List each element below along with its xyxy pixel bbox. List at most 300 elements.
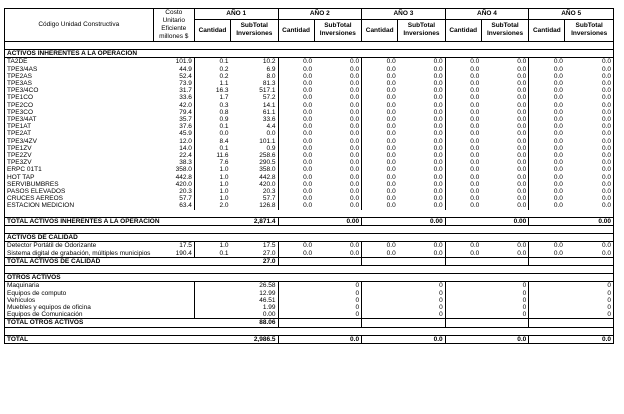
empty-cell — [398, 226, 445, 234]
cantidad-value: 0.0 — [362, 174, 398, 181]
subtotal-value: 0 — [398, 304, 445, 311]
y1-cantidad — [194, 304, 230, 311]
cantidad-value — [278, 297, 314, 304]
y1-cantidad: 11.6 — [194, 152, 230, 159]
empty-cell — [314, 42, 361, 50]
empty-cell — [529, 257, 565, 265]
cantidad-value: 0.0 — [529, 188, 565, 195]
row-costo: 79.4 — [153, 109, 194, 116]
cantidad-value: 0.0 — [278, 188, 314, 195]
empty-cell — [445, 217, 481, 225]
header-year: AÑO 3 — [362, 9, 446, 20]
section-title: ACTIVOS DE CALIDAD — [5, 234, 614, 242]
y1-subtotal: 14.1 — [231, 102, 278, 109]
cantidad-value: 0.0 — [529, 123, 565, 130]
cantidad-value: 0.0 — [362, 166, 398, 173]
cantidad-value: 0.0 — [278, 109, 314, 116]
subtotal-value: 0.0 — [314, 174, 361, 181]
row-code: HOT TAP — [5, 174, 154, 181]
subtotal-value: 0 — [398, 282, 445, 290]
section-title: OTROS ACTIVOS — [5, 274, 614, 282]
spacer-row — [5, 226, 614, 234]
cantidad-value: 0.0 — [445, 145, 481, 152]
cantidad-value — [445, 290, 481, 297]
table-row — [5, 80, 614, 87]
empty-cell — [362, 319, 398, 327]
header-cantidad: Cantidad — [194, 19, 230, 41]
cantidad-value: 0.0 — [529, 159, 565, 166]
y1-cantidad — [194, 282, 230, 290]
subtotal-value: 0 — [565, 282, 614, 290]
empty-cell — [565, 210, 614, 218]
row-code: TPE3ZV — [5, 159, 154, 166]
empty-cell — [153, 327, 194, 335]
y1-cantidad: 0.1 — [194, 123, 230, 130]
subtotal-value: 0 — [314, 290, 361, 297]
y1-subtotal: 27.0 — [231, 250, 278, 258]
cantidad-value: 0.0 — [278, 138, 314, 145]
subtotal-value: 0.0 — [398, 130, 445, 137]
cantidad-value: 0.0 — [529, 174, 565, 181]
subtotal-value: 0.0 — [314, 94, 361, 101]
subtotal-value: 0.0 — [398, 195, 445, 202]
header-year: AÑO 2 — [278, 9, 362, 20]
subtotal-value: 0.0 — [481, 58, 528, 66]
empty-cell — [481, 42, 528, 50]
empty-cell — [398, 42, 445, 50]
cantidad-value: 0.0 — [362, 188, 398, 195]
grand-total-value: 0.0 — [481, 335, 528, 343]
y1-subtotal: 358.0 — [231, 166, 278, 173]
row-code: PASOS ELEVADOS — [5, 188, 154, 195]
table-row — [5, 188, 614, 195]
cantidad-value: 0.0 — [529, 73, 565, 80]
empty-cell — [278, 210, 314, 218]
y1-subtotal: 0.9 — [231, 145, 278, 152]
section-total-value — [565, 257, 614, 265]
y1-subtotal: 17.5 — [231, 242, 278, 250]
cantidad-value: 0.0 — [278, 94, 314, 101]
table-row — [5, 166, 614, 173]
empty-cell — [194, 42, 230, 50]
y1-subtotal: 6.9 — [231, 66, 278, 73]
subtotal-value: 0.0 — [314, 166, 361, 173]
section-total-value — [314, 257, 361, 265]
cantidad-value: 0.0 — [362, 109, 398, 116]
y1-cantidad: 1.0 — [194, 174, 230, 181]
y1-cantidad: 0.8 — [194, 109, 230, 116]
section-total-row — [5, 257, 614, 265]
table-row — [5, 109, 614, 116]
subtotal-value: 0.0 — [398, 66, 445, 73]
subtotal-value: 0 — [314, 304, 361, 311]
table-row — [5, 174, 614, 181]
subtotal-value: 0.0 — [314, 130, 361, 137]
subtotal-value: 0.0 — [565, 188, 614, 195]
cantidad-value — [445, 282, 481, 290]
subtotal-value: 0.0 — [565, 123, 614, 130]
table-row — [5, 297, 614, 304]
empty-cell — [194, 210, 230, 218]
subtotal-value: 0.0 — [481, 250, 528, 258]
empty-cell — [565, 42, 614, 50]
cantidad-value: 0.0 — [529, 145, 565, 152]
row-code: Sistema digital de grabación, múltiples municipios — [5, 250, 154, 258]
subtotal-value: 0.0 — [481, 138, 528, 145]
row-costo: 63.4 — [153, 202, 194, 209]
table-row — [5, 116, 614, 123]
row-costo: 17.5 — [153, 242, 194, 250]
cantidad-value: 0.0 — [278, 166, 314, 173]
y1-subtotal: 61.1 — [231, 109, 278, 116]
subtotal-value: 0.0 — [398, 159, 445, 166]
row-costo: 44.9 — [153, 66, 194, 73]
empty-cell — [362, 42, 398, 50]
subtotal-value: 0 — [314, 311, 361, 319]
subtotal-value: 0.0 — [481, 66, 528, 73]
cantidad-value: 0.0 — [278, 242, 314, 250]
y1-cantidad: 0.0 — [194, 130, 230, 137]
subtotal-value: 0.0 — [314, 87, 361, 94]
cantidad-value: 0.0 — [445, 188, 481, 195]
table-row — [5, 181, 614, 188]
empty-cell — [231, 266, 278, 274]
subtotal-value: 0.0 — [314, 58, 361, 66]
subtotal-value: 0.0 — [398, 109, 445, 116]
table-row — [5, 202, 614, 209]
subtotal-value: 0.0 — [565, 109, 614, 116]
subtotal-value: 0.0 — [565, 116, 614, 123]
row-code: CRUCES AEREOS — [5, 195, 154, 202]
subtotal-value: 0.0 — [565, 174, 614, 181]
header-year: AÑO 4 — [445, 9, 529, 20]
empty-cell — [481, 226, 528, 234]
empty-cell — [231, 327, 278, 335]
subtotal-value: 0.0 — [565, 80, 614, 87]
subtotal-value: 0.0 — [481, 152, 528, 159]
subtotal-value: 0.0 — [481, 102, 528, 109]
section-total-value: 0.00 — [565, 217, 614, 225]
subtotal-value: 0.0 — [481, 80, 528, 87]
section-title-row — [5, 274, 614, 282]
cantidad-value: 0.0 — [362, 66, 398, 73]
cantidad-value: 0.0 — [445, 250, 481, 258]
cantidad-value: 0.0 — [278, 174, 314, 181]
grand-total-value: 0.0 — [398, 335, 445, 343]
cantidad-value: 0.0 — [278, 130, 314, 137]
empty-cell — [314, 210, 361, 218]
cantidad-value — [278, 290, 314, 297]
row-costo: 420.0 — [153, 181, 194, 188]
subtotal-value: 0.0 — [398, 138, 445, 145]
subtotal-value: 0 — [481, 304, 528, 311]
empty-cell — [565, 327, 614, 335]
cantidad-value: 0.0 — [278, 66, 314, 73]
subtotal-value: 0.0 — [314, 73, 361, 80]
empty-cell — [194, 226, 230, 234]
table-row — [5, 94, 614, 101]
cantidad-value — [529, 282, 565, 290]
cantidad-value: 0.0 — [529, 102, 565, 109]
subtotal-value: 0.0 — [314, 250, 361, 258]
section-total-value — [398, 257, 445, 265]
investment-sheet — [4, 8, 614, 344]
subtotal-value: 0 — [565, 290, 614, 297]
grand-total-y1: 2,986.5 — [231, 335, 278, 343]
row-code: Equipos de Comunicación — [5, 311, 154, 319]
subtotal-value: 0.0 — [565, 73, 614, 80]
spacer-row — [5, 42, 614, 50]
cantidad-value: 0.0 — [362, 123, 398, 130]
cantidad-value: 0.0 — [529, 66, 565, 73]
subtotal-value: 0.0 — [398, 145, 445, 152]
empty-cell — [278, 42, 314, 50]
table-row — [5, 242, 614, 250]
empty-cell — [278, 266, 314, 274]
empty-cell — [278, 226, 314, 234]
y1-subtotal: 81.3 — [231, 80, 278, 87]
empty-cell — [445, 210, 481, 218]
subtotal-value: 0.0 — [314, 66, 361, 73]
subtotal-value: 0.0 — [565, 152, 614, 159]
cantidad-value: 0.0 — [529, 130, 565, 137]
subtotal-value: 0.0 — [481, 116, 528, 123]
y1-cantidad: 2.0 — [194, 202, 230, 209]
cantidad-value — [362, 311, 398, 319]
y1-subtotal: 20.3 — [231, 188, 278, 195]
subtotal-value: 0.0 — [314, 116, 361, 123]
header-subtotal: SubTotal Inversiones — [398, 19, 445, 41]
cantidad-value: 0.0 — [362, 202, 398, 209]
cantidad-value: 0.0 — [362, 58, 398, 66]
section-total-value — [565, 319, 614, 327]
cantidad-value — [445, 311, 481, 319]
cantidad-value: 0.0 — [278, 145, 314, 152]
subtotal-value: 0.0 — [565, 195, 614, 202]
cantidad-value: 0.0 — [445, 202, 481, 209]
subtotal-value: 0.0 — [398, 166, 445, 173]
y1-cantidad: 7.6 — [194, 159, 230, 166]
header-subtotal: SubTotal Inversiones — [231, 19, 278, 41]
cantidad-value — [278, 311, 314, 319]
empty-cell — [314, 266, 361, 274]
cantidad-value — [445, 297, 481, 304]
empty-cell — [445, 335, 481, 343]
row-code: TPE1CO — [5, 94, 154, 101]
grand-total-label: TOTAL — [5, 335, 231, 343]
y1-cantidad: 1.0 — [194, 188, 230, 195]
subtotal-value: 0.0 — [398, 181, 445, 188]
empty-cell — [153, 210, 194, 218]
row-costo: 442.8 — [153, 174, 194, 181]
subtotal-value: 0 — [481, 290, 528, 297]
row-code: ESTACIÓN MEDICIÓN — [5, 202, 154, 209]
subtotal-value: 0.0 — [565, 166, 614, 173]
section-total-value: 0.00 — [398, 217, 445, 225]
cantidad-value: 0.0 — [529, 166, 565, 173]
subtotal-value: 0.0 — [565, 250, 614, 258]
subtotal-value: 0.0 — [398, 116, 445, 123]
subtotal-value: 0.0 — [481, 242, 528, 250]
cantidad-value: 0.0 — [529, 181, 565, 188]
cantidad-value: 0.0 — [362, 87, 398, 94]
table-row — [5, 102, 614, 109]
empty-cell — [194, 327, 230, 335]
empty-cell — [278, 217, 314, 225]
y1-subtotal: 126.8 — [231, 202, 278, 209]
table-row — [5, 311, 614, 319]
section-total-value: 0.00 — [481, 217, 528, 225]
empty-cell — [231, 210, 278, 218]
subtotal-value: 0 — [565, 297, 614, 304]
cantidad-value: 0.0 — [362, 242, 398, 250]
row-costo — [153, 282, 194, 290]
grand-total-value: 0.0 — [565, 335, 614, 343]
cantidad-value: 0.0 — [445, 181, 481, 188]
row-code: TPE3/4AT — [5, 116, 154, 123]
empty-cell — [445, 319, 481, 327]
subtotal-value: 0.0 — [314, 109, 361, 116]
subtotal-value: 0.0 — [565, 138, 614, 145]
y1-subtotal: 8.0 — [231, 73, 278, 80]
subtotal-value: 0.0 — [314, 181, 361, 188]
row-code: TPE2AT — [5, 130, 154, 137]
subtotal-value: 0.0 — [314, 102, 361, 109]
subtotal-value: 0.0 — [565, 159, 614, 166]
cantidad-value — [529, 311, 565, 319]
row-code: TPE2CO — [5, 102, 154, 109]
subtotal-value: 0.0 — [314, 152, 361, 159]
table-row — [5, 282, 614, 290]
subtotal-value: 0 — [314, 297, 361, 304]
subtotal-value: 0.0 — [398, 152, 445, 159]
empty-cell — [445, 266, 481, 274]
y1-cantidad: 1.0 — [194, 181, 230, 188]
cantidad-value: 0.0 — [278, 80, 314, 87]
cantidad-value: 0.0 — [362, 94, 398, 101]
cantidad-value: 0.0 — [278, 116, 314, 123]
cantidad-value: 0.0 — [529, 80, 565, 87]
subtotal-value: 0.0 — [481, 181, 528, 188]
cantidad-value: 0.0 — [529, 202, 565, 209]
subtotal-value: 0.0 — [314, 138, 361, 145]
table-row — [5, 73, 614, 80]
y1-subtotal: 1.99 — [231, 304, 278, 311]
table-row — [5, 195, 614, 202]
cantidad-value: 0.0 — [278, 123, 314, 130]
cantidad-value: 0.0 — [362, 250, 398, 258]
subtotal-value: 0 — [481, 282, 528, 290]
subtotal-value: 0 — [565, 304, 614, 311]
y1-subtotal: 420.0 — [231, 181, 278, 188]
cantidad-value — [362, 304, 398, 311]
header-costo: Costo Unitario Eficiente millones $ — [153, 9, 194, 42]
y1-cantidad: 8.4 — [194, 138, 230, 145]
y1-subtotal: 517.1 — [231, 87, 278, 94]
cantidad-value: 0.0 — [278, 87, 314, 94]
subtotal-value: 0.0 — [314, 159, 361, 166]
empty-cell — [362, 210, 398, 218]
section-total-value — [481, 319, 528, 327]
grand-total-row — [5, 335, 614, 343]
cantidad-value: 0.0 — [445, 58, 481, 66]
row-costo: 20.3 — [153, 188, 194, 195]
row-code: Vehículos — [5, 297, 154, 304]
subtotal-value: 0.0 — [314, 145, 361, 152]
cantidad-value: 0.0 — [278, 102, 314, 109]
subtotal-value: 0.0 — [481, 87, 528, 94]
cantidad-value: 0.0 — [362, 159, 398, 166]
y1-cantidad: 1.0 — [194, 166, 230, 173]
cantidad-value: 0.0 — [445, 174, 481, 181]
y1-subtotal: 26.58 — [231, 282, 278, 290]
cantidad-value: 0.0 — [362, 181, 398, 188]
cantidad-value: 0.0 — [278, 195, 314, 202]
table-row — [5, 87, 614, 94]
empty-cell — [362, 217, 398, 225]
cantidad-value — [445, 304, 481, 311]
cantidad-value — [278, 304, 314, 311]
row-code: Muebles y equipos de oficina — [5, 304, 154, 311]
table-row — [5, 130, 614, 137]
row-code: TPE3CO — [5, 109, 154, 116]
empty-cell — [153, 226, 194, 234]
cantidad-value: 0.0 — [362, 130, 398, 137]
row-code: Detector Portátil de Odorizante — [5, 242, 154, 250]
row-costo: 14.0 — [153, 145, 194, 152]
row-code: TPE3AS — [5, 80, 154, 87]
header-cantidad: Cantidad — [445, 19, 481, 41]
empty-cell — [445, 226, 481, 234]
section-total-value — [398, 319, 445, 327]
section-title-row — [5, 50, 614, 58]
table-row — [5, 290, 614, 297]
subtotal-value: 0.0 — [481, 130, 528, 137]
subtotal-value: 0.0 — [314, 195, 361, 202]
subtotal-value: 0.0 — [398, 250, 445, 258]
table-row — [5, 152, 614, 159]
subtotal-value: 0.0 — [481, 109, 528, 116]
cantidad-value: 0.0 — [445, 73, 481, 80]
empty-cell — [529, 217, 565, 225]
row-costo: 52.4 — [153, 73, 194, 80]
subtotal-value: 0.0 — [398, 73, 445, 80]
table-row — [5, 145, 614, 152]
header-subtotal: SubTotal Inversiones — [481, 19, 528, 41]
cantidad-value — [362, 290, 398, 297]
row-costo — [153, 297, 194, 304]
y1-subtotal: 0.0 — [231, 130, 278, 137]
empty-cell — [362, 335, 398, 343]
y1-cantidad — [194, 311, 230, 319]
cantidad-value: 0.0 — [445, 80, 481, 87]
y1-cantidad: 1.0 — [194, 195, 230, 202]
spacer-row — [5, 210, 614, 218]
y1-cantidad: 0.2 — [194, 73, 230, 80]
cantidad-value: 0.0 — [529, 116, 565, 123]
empty-cell — [398, 327, 445, 335]
subtotal-value: 0.0 — [481, 174, 528, 181]
section-total-label: TOTAL OTROS ACTIVOS — [5, 319, 231, 327]
empty-cell — [153, 266, 194, 274]
section-total-y1: 2,871.4 — [231, 217, 278, 225]
subtotal-value: 0 — [481, 297, 528, 304]
cantidad-value: 0.0 — [529, 242, 565, 250]
empty-cell — [398, 210, 445, 218]
y1-subtotal: 442.8 — [231, 174, 278, 181]
y1-cantidad — [194, 290, 230, 297]
empty-cell — [231, 42, 278, 50]
